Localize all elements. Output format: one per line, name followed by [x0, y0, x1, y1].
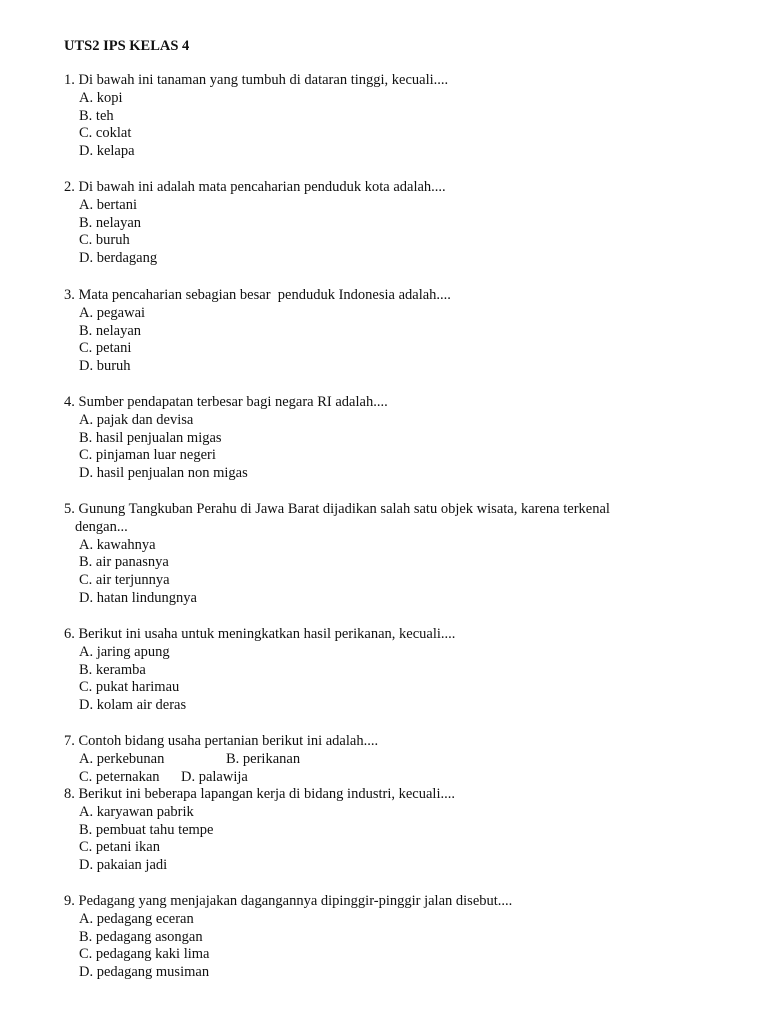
question-text: 9. Pedagang yang menjajakan dagangannya dipinggir-pinggir jalan disebut....: [64, 893, 513, 909]
option-a: A. pedagang eceran: [79, 910, 194, 927]
option-row: [64, 751, 704, 769]
option-c: C. petani ikan: [79, 839, 160, 856]
option-a: A. bertani: [79, 196, 137, 213]
question-text: 1. Di bawah ini tanaman yang tumbuh di dataran tinggi, kecuali....: [64, 72, 449, 88]
option-a: A. kopi: [79, 89, 123, 106]
document-title: UTS2 IPS KELAS 4: [64, 38, 190, 54]
question-text: 5. Gunung Tangkuban Perahu di Jawa Barat dijadikan salah satu objek wisata, karena terkenal: [64, 501, 610, 517]
option-c: C. air terjunnya: [79, 572, 170, 589]
option-a: A. karyawan pabrik: [79, 803, 194, 820]
option-b: B. nelayan: [79, 214, 142, 231]
question-8: [64, 786, 704, 875]
question-7: [64, 733, 704, 786]
option-c: C. pukat harimau: [79, 679, 180, 696]
option-b: B. hasil penjualan migas: [79, 429, 222, 446]
option-d: D. hasil penjualan non migas: [79, 465, 248, 482]
option-d: D. kelapa: [79, 143, 135, 160]
option-b: B. air panasnya: [79, 554, 169, 571]
option-a: A. pajak dan devisa: [79, 411, 194, 428]
option-d: D. hatan lindungnya: [79, 589, 197, 606]
option-b: B. perikanan: [226, 750, 301, 767]
option-c: C. pedagang kaki lima: [79, 946, 210, 963]
question-5: [64, 501, 704, 608]
question-text: 2. Di bawah ini adalah mata pencaharian penduduk kota adalah....: [64, 179, 446, 195]
question-text: 4. Sumber pendapatan terbesar bagi negara RI adalah....: [64, 394, 388, 410]
option-a: A. jaring apung: [79, 643, 170, 660]
option-c: C. petani: [79, 340, 132, 357]
option-d: D. berdagang: [79, 250, 158, 267]
question-9: [64, 893, 704, 982]
question-text: 3. Mata pencaharian sebagian besar penduduk Indonesia adalah....: [64, 287, 451, 303]
question-text: 8. Berikut ini beberapa lapangan kerja di bidang industri, kecuali....: [64, 786, 455, 802]
question-6: [64, 626, 704, 715]
question-3: [64, 287, 704, 376]
question-4: [64, 394, 704, 483]
option-b: B. teh: [79, 107, 114, 124]
option-d: D. buruh: [79, 358, 131, 375]
question-1: [64, 72, 704, 161]
question-2: [64, 179, 704, 268]
option-d: D. pedagang musiman: [79, 964, 210, 981]
option-c: C. coklat: [79, 125, 132, 142]
option-row: [64, 769, 704, 787]
option-b: B. pembuat tahu tempe: [79, 821, 214, 838]
question-text: 7. Contoh bidang usaha pertanian berikut ini adalah....: [64, 733, 379, 749]
option-b: B. nelayan: [79, 322, 142, 339]
option-c: C. pinjaman luar negeri: [79, 447, 216, 464]
option-b: B. pedagang asongan: [79, 928, 203, 945]
option-c: C. buruh: [79, 232, 130, 249]
option-a: A. pegawai: [79, 304, 146, 321]
option-a: A. perkebunan: [79, 750, 165, 767]
option-a: A. kawahnya: [79, 536, 156, 553]
option-d: D. pakaian jadi: [79, 857, 168, 874]
question-text-continuation: dengan...: [75, 518, 128, 535]
option-d: D. kolam air deras: [79, 697, 187, 714]
option-c: C. peternakan: [79, 768, 160, 785]
option-d: D. palawija: [181, 768, 248, 785]
option-b: B. keramba: [79, 661, 146, 678]
question-text: 6. Berikut ini usaha untuk meningkatkan hasil perikanan, kecuali....: [64, 626, 456, 642]
